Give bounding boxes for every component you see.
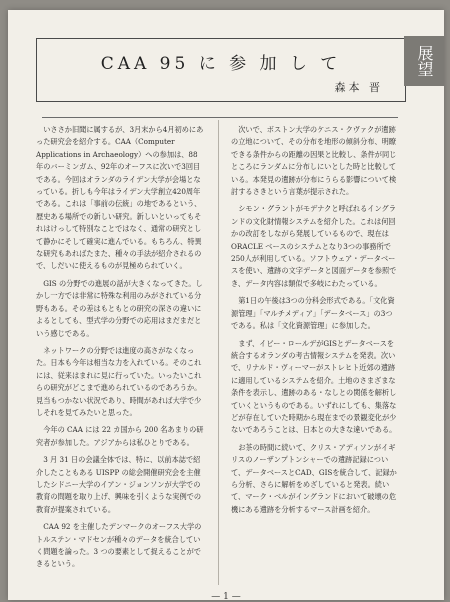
paragraph: 3 月 31 日の会議全体では、特に、以前本誌で紹介したこともある UISPP の総会開催研究会を主催したシドニー大学のイアン・ジョンソンが大学での教育の問題を取り上げ、興味を引くような実例での教育が提案されている。	[36, 455, 202, 514]
paragraph: ネットワークの分野では進度の高さがなくなった。日本も今年は相当な力を入れている。そのこれには、従来はまれに見に行っていた。いったいこれらの研究がどこまで進められているのであろうか。見当もつかない状況であり、時間があれば大学で少しそれを見てみたいと思った。	[36, 345, 202, 417]
paragraph: お茶の時間に続いて、クリス・アディソンがイギリスのノーザンプトンシャーでの遺跡記録について、データベースとCAD、GISを統合して、記録から分析、さらに解析をめざしていると発表。続いて、マーク・ベルがイングランドにおいて破壊の危機にある遺跡を分析するマース計画を紹介。	[231, 442, 397, 514]
column-divider	[218, 120, 219, 585]
paragraph: 次いで、ボストン大学のケニス・クヴァクが遺跡の立地について、その分布を地形の傾斜分布、明瞭できる条件からの距離の因果と比較し、条件が同じところにランダムに分布しにいとした時と比較している。本発見の遺跡が分布にうらる影響について検討するさきという言葉が提示された。	[231, 125, 397, 197]
left-column	[36, 124, 204, 576]
title-box	[36, 38, 406, 102]
paragraph: 今年の CAA には 22 カ国から 200 名あまりの研究者が参加した。アジアからは私ひとりである。	[36, 425, 204, 447]
paragraph: まず、イビー・ロールデがGISとデータベースを統合するオランダの考古情報システムを発表。次いで、リナルド・ヴィーマーがストレヒト近郊の遺跡に適用しているシステムを紹介。土地のさまざまな条件を表示し、遺跡のある・なしとの関係を解析していくというものである。いずれにしても、集落などが存在していた時期から現在までの景観変化が少ないであろうことは、日本との大きな違いである。	[231, 338, 397, 435]
paragraph: 第1日の午後は3つの分科会形式である。「文化資源管理」「マルチメディア」「データベース」の3つである。私は「文化資源管理」に参加した。	[231, 296, 395, 331]
paragraph: GIS の分野での進展の話が大きくなってきた。しかし一方では非常に特殊な利用のみがされている分野もある。その差はもともとの研究の深さの違いによるとしても、型式学の分野での応用はまだまだという感じである。	[36, 278, 203, 338]
right-column	[231, 124, 399, 521]
paragraph: CAA 92 を主催したデンマークのオーフス大学のトルステン・マドセンが種々のデータを統合していく問題を論った。3 つの要素として捉えることができるという。	[36, 522, 202, 569]
top-rule	[42, 117, 398, 118]
paragraph: いささか旧聞に属するが、3月末から4月初めにあった研究会を紹介する。CAA（Computer Applications in Archaeology）への参加は、88年のバーミンガム、92年のオーフスに次いで3回目である。今回はオランダのライデン大学が会場となっている。折しも今年はライデン大学創立420周年である。これは「事前の伝統」の地であるという、歴史ある場所での新しい研究。新しいといってもそれはけっして特別なことではなく、通常の研究として静かにそして確実に進んでいる。もちろん、特異な研究もあればたまた、種々の手法が紹介されるので、しだいに使えるものが見極められていく。	[36, 125, 204, 271]
page-number: — 1 —	[211, 592, 241, 602]
article-title: CAA 95 に 参 加 し て	[100, 54, 342, 74]
section-tab: 展望	[404, 36, 444, 86]
author-name: 森本 晋	[334, 81, 383, 94]
journal-page	[8, 10, 444, 600]
paragraph: シモン・グラントがモデナクと呼ばれるイングランドの文化財情報システムを紹介した。これは何回かの改訂をしながら発展しているもので、現在は ORACLE ベースのシステムとなり3つの事務所で250人が利用している。ソフトウェア・データベースを使い、遺跡の文字データと図面データを参照でき、データ内容は類似で多岐にわたっている。	[231, 204, 397, 288]
